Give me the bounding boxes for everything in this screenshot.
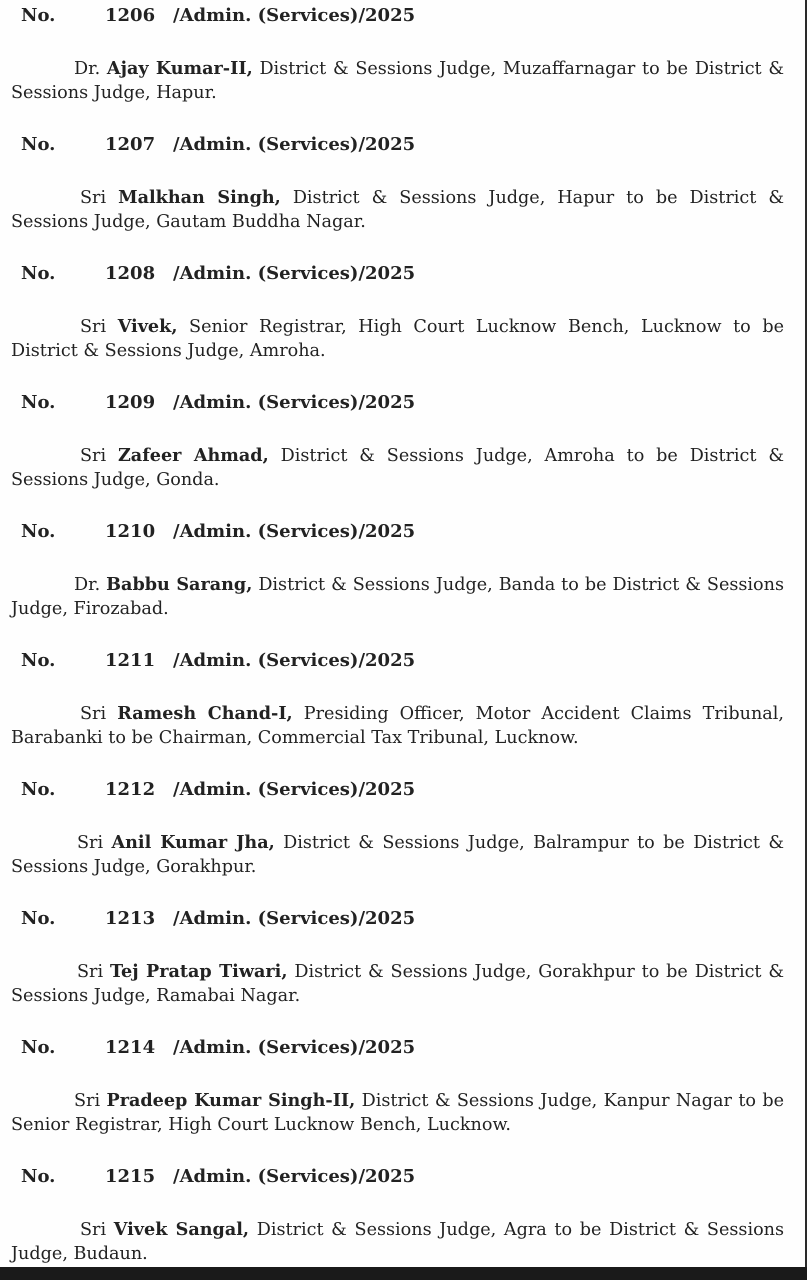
posting-details: District & Sessions Judge, Amroha to be District & Sessions Judge, Gonda. bbox=[11, 446, 785, 490]
transfer-order bbox=[0, 258, 805, 387]
posting-details: Presiding Officer, Motor Accident Claims Tribunal, Barabanki to be Chairman, Commercial Tax Tribunal, Lucknow. bbox=[11, 704, 785, 748]
officer-name: Anil Kumar Jha, bbox=[111, 832, 275, 853]
posting-details: District & Sessions Judge, Banda to be District & Sessions Judge, Firozabad. bbox=[11, 575, 784, 619]
order-reference: /Admin. (Services)/2025 bbox=[173, 392, 416, 413]
posting-details: District & Sessions Judge, Kanpur Nagar to be Senior Registrar, High Court Lucknow Bench, Lucknow. bbox=[11, 1091, 785, 1135]
order-number: 1211 bbox=[105, 650, 156, 671]
order-number: 1208 bbox=[105, 263, 156, 284]
officer-honorific: Dr. bbox=[74, 575, 101, 595]
order-reference: /Admin. (Services)/2025 bbox=[173, 1037, 416, 1058]
order-number: 1207 bbox=[105, 134, 156, 155]
order-number: 1212 bbox=[105, 779, 156, 800]
order-reference: /Admin. (Services)/2025 bbox=[173, 650, 416, 671]
posting-details: District & Sessions Judge, Balrampur to be District & Sessions Judge, Gorakhpur. bbox=[11, 833, 785, 877]
officer-name: Vivek Sangal, bbox=[113, 1219, 250, 1240]
order-no-label: No. bbox=[21, 392, 56, 413]
order-number: 1206 bbox=[105, 5, 156, 26]
transfer-order bbox=[0, 0, 805, 129]
order-no-label: No. bbox=[21, 779, 56, 800]
order-reference: /Admin. (Services)/2025 bbox=[173, 5, 416, 26]
order-text bbox=[11, 573, 784, 621]
officer-name: Vivek, bbox=[117, 316, 178, 337]
order-no-label: No. bbox=[21, 263, 56, 284]
posting-details: District & Sessions Judge, Muzaffarnagar to be District & Sessions Judge, Hapur. bbox=[11, 59, 785, 103]
order-no-label: No. bbox=[21, 5, 56, 26]
officer-honorific: Sri bbox=[80, 1220, 107, 1240]
order-text bbox=[11, 1089, 784, 1137]
order-reference: /Admin. (Services)/2025 bbox=[173, 779, 416, 800]
order-reference: /Admin. (Services)/2025 bbox=[173, 908, 416, 929]
officer-honorific: Sri bbox=[77, 962, 104, 982]
officer-name: Babbu Sarang, bbox=[106, 574, 253, 595]
order-number: 1214 bbox=[105, 1037, 156, 1058]
order-number: 1209 bbox=[105, 392, 156, 413]
transfer-order bbox=[0, 903, 805, 1032]
officer-honorific: Sri bbox=[80, 317, 107, 337]
order-text bbox=[11, 444, 784, 492]
order-number: 1213 bbox=[105, 908, 156, 929]
officer-honorific: Sri bbox=[74, 1091, 101, 1111]
officer-honorific: Sri bbox=[80, 188, 107, 208]
officer-name: Malkhan Singh, bbox=[118, 187, 281, 208]
officer-honorific: Sri bbox=[80, 704, 107, 724]
transfer-order bbox=[0, 774, 805, 903]
order-no-label: No. bbox=[21, 650, 56, 671]
posting-details: District & Sessions Judge, Hapur to be District & Sessions Judge, Gautam Buddha Nagar. bbox=[11, 188, 784, 232]
transfer-order bbox=[0, 387, 805, 516]
officer-name: Zafeer Ahmad, bbox=[117, 445, 269, 466]
order-reference: /Admin. (Services)/2025 bbox=[173, 134, 416, 155]
order-text bbox=[11, 831, 784, 879]
order-text bbox=[11, 702, 784, 750]
posting-details: Senior Registrar, High Court Lucknow Bench, Lucknow to be District & Sessions Judge, Amroha. bbox=[11, 317, 785, 361]
officer-name: Pradeep Kumar Singh-II, bbox=[106, 1090, 356, 1111]
order-reference: /Admin. (Services)/2025 bbox=[173, 263, 416, 284]
transfer-order bbox=[0, 516, 805, 645]
order-number: 1210 bbox=[105, 521, 156, 542]
screen-bottom-bar bbox=[0, 1267, 807, 1280]
transfer-order bbox=[0, 1032, 805, 1161]
order-no-label: No. bbox=[21, 1166, 56, 1187]
order-reference: /Admin. (Services)/2025 bbox=[173, 1166, 416, 1187]
officer-honorific: Sri bbox=[77, 833, 104, 853]
officer-name: Ajay Kumar-II, bbox=[106, 58, 253, 79]
order-no-label: No. bbox=[21, 1037, 56, 1058]
officer-honorific: Dr. bbox=[74, 59, 101, 79]
transfer-order bbox=[0, 1161, 805, 1267]
order-text bbox=[11, 57, 784, 105]
posting-details: District & Sessions Judge, Gorakhpur to be District & Sessions Judge, Ramabai Nagar. bbox=[11, 962, 785, 1006]
transfer-order bbox=[0, 129, 805, 258]
officer-name: Tej Pratap Tiwari, bbox=[109, 961, 288, 982]
officer-name: Ramesh Chand-I, bbox=[117, 703, 293, 724]
order-no-label: No. bbox=[21, 521, 56, 542]
order-text bbox=[11, 315, 784, 363]
order-number: 1215 bbox=[105, 1166, 156, 1187]
order-text bbox=[11, 186, 784, 234]
transfer-order bbox=[0, 645, 805, 774]
order-no-label: No. bbox=[21, 908, 56, 929]
order-text bbox=[11, 1218, 784, 1266]
officer-honorific: Sri bbox=[80, 446, 107, 466]
posting-details: District & Sessions Judge, Agra to be District & Sessions Judge, Budaun. bbox=[11, 1220, 785, 1264]
order-no-label: No. bbox=[21, 134, 56, 155]
order-text bbox=[11, 960, 784, 1008]
order-reference: /Admin. (Services)/2025 bbox=[173, 521, 416, 542]
